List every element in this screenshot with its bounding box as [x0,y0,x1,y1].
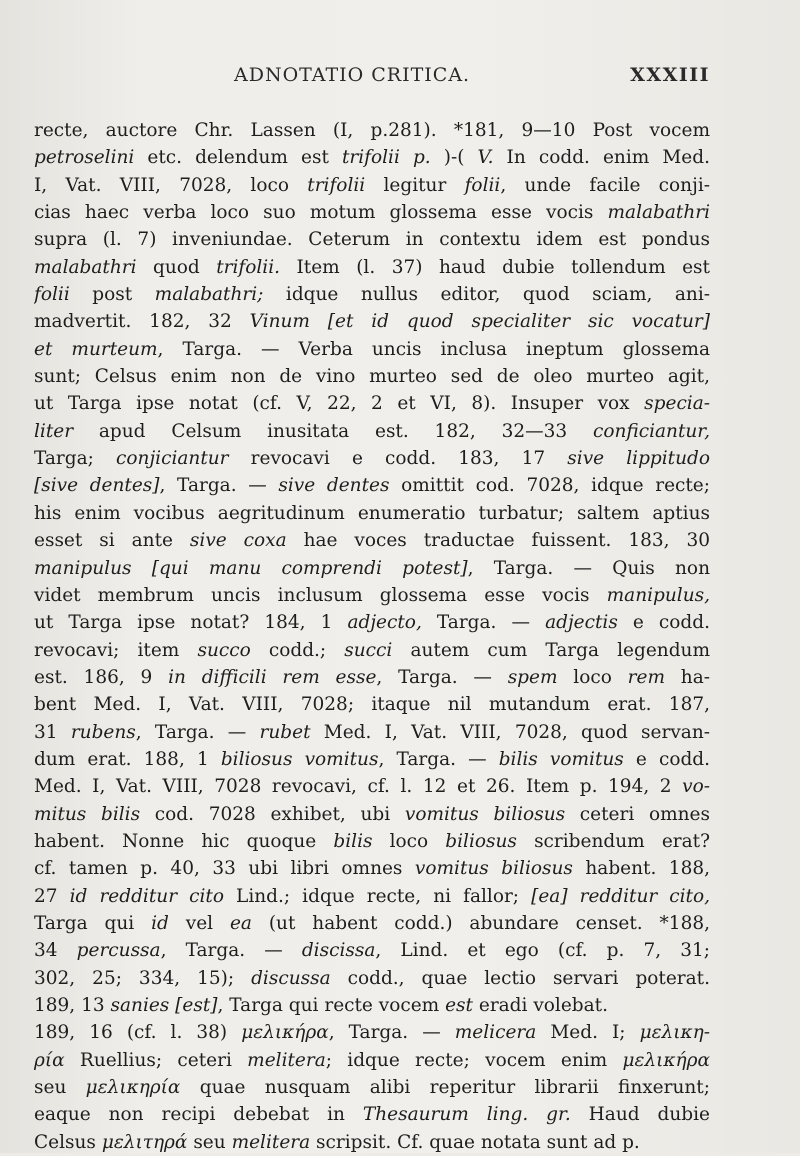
italic-segment: melitera [231,1131,311,1153]
text-segment: quae nusquam alibi reperitur librarii finxerunt; [180,1077,710,1099]
italic-segment: manipulus, [606,584,710,606]
italic-segment: Thesaurum ling. gr. [362,1104,571,1126]
text-segment: cf. tamen p. 40, 33 ubi libri omnes [34,858,415,880]
text-segment: ; idque recte; vocem enim [325,1049,623,1071]
text-segment: , Targa. — [159,475,279,497]
text-segment: autem cum Targa legendum [392,639,710,661]
italic-segment: malabathri; [154,284,264,306]
text-segment: eradi volebat. [472,995,608,1016]
italic-segment: adjecto, [347,612,422,634]
italic-segment: μελικη- [639,1022,710,1044]
italic-segment: liter [34,420,74,442]
text-line [34,254,710,281]
italic-segment: sive dentes [278,475,390,497]
text-line [34,527,710,554]
italic-segment: conficiantur, [592,420,710,442]
italic-segment: in difficili rem esse [168,666,377,688]
italic-segment: adjectis [545,612,618,634]
text-segment: madvertit. 182, 32 [34,311,250,333]
italic-segment: biliosus vomitus [220,748,379,770]
text-segment: In codd. enim Med. [493,147,710,169]
header-title: ADNOTATIO CRITICA. [234,64,471,86]
text-line [34,637,710,664]
text-segment: cod. 7028 exhibet, ubi [140,803,405,825]
text-segment: dum erat. 188, 1 [34,748,221,770]
text-segment: , Targa. — [378,748,499,770]
text-line [34,691,710,718]
italic-segment: μελικήρα [622,1049,710,1071]
italic-segment: conjiciantur [116,448,229,470]
text-line [34,937,710,964]
italic-segment: V. [477,147,494,169]
italic-segment: μελικηρία [85,1077,181,1099]
text-line [34,965,710,992]
text-segment: 27 [34,885,70,907]
text-line [34,828,710,855]
text-segment: cias haec verba loco suo motum glossema esse vocis [34,202,608,224]
italic-segment: manipulus [qui manu comprendi potest] [34,557,468,579]
italic-segment: folii [34,284,70,306]
text-segment: idque nullus editor, quod sciam, ani- [263,284,710,306]
text-line [34,883,710,910]
text-segment: Ruellius; ceteri [64,1049,248,1071]
text-segment: , Targa qui recte vocem [217,995,446,1016]
page-number: XXXIII [630,64,710,86]
text-segment: Item (l. 37) haud dubie tollendum est [280,256,710,278]
text-segment: 189, 13 [34,995,111,1016]
text-segment: Haud dubie [570,1104,710,1126]
text-line [34,555,710,582]
text-line [34,390,710,417]
text-segment: seu [187,1131,232,1153]
italic-segment: ρία [34,1049,65,1071]
text-segment: loco [372,830,446,852]
italic-segment: sive lippitudo [567,448,710,470]
text-segment: Celsus [34,1131,102,1153]
text-segment: 189, 16 (cf. l. 38) [34,1022,242,1044]
italic-segment: specia- [644,393,710,415]
text-segment: legitur [365,174,465,196]
text-segment: )-( [430,147,478,169]
text-segment: Med. I, Vat. VIII, 7028, quod servan- [310,721,710,743]
italic-segment: melitera [247,1049,326,1071]
italic-segment: percussa [76,940,161,962]
italic-segment: ea [229,912,252,934]
italic-segment: mitus bilis [34,803,141,825]
text-segment: hae voces traductae fuissent. 183, 30 [286,530,710,552]
text-segment: Targa; [34,448,117,470]
italic-segment: bilis vomitus [498,748,624,770]
text-line [34,281,710,308]
text-segment: quod [136,256,217,278]
text-segment: supra (l. 7) inveniundae. Ceterum in contextu idem est pondus [34,229,710,251]
text-segment: , Targa. — Verba uncis inclusa ineptum glossema [157,338,710,360]
text-line [34,1074,710,1101]
text-segment: scripsit. Cf. quae notata sunt ad p. [310,1131,640,1153]
italic-segment: spem [507,666,558,688]
text-segment: apud Celsum inusitata est. 182, 32—33 [73,420,593,442]
text-line [34,801,710,828]
text-segment: Targa qui [34,912,152,934]
text-line [34,172,710,199]
text-segment: e codd. [623,748,710,770]
text-segment: ut Targa ipse notat (cf. V, 22, 2 et VI, 8). Insuper vox [34,393,645,415]
text-segment: 31 [34,721,71,743]
text-segment: Med. I, Vat. VIII, 7028 revocavi, cf. l. 12 et 26. Item p. 194, 2 [34,776,683,798]
text-segment: Lind.; idque recte, ni fallor; [223,885,532,907]
text-segment: ha- [665,666,710,688]
text-line [34,445,710,472]
text-line [34,746,710,773]
text-segment: habent. 188, [572,858,710,880]
italic-segment: vo- [682,776,710,798]
italic-segment: malabathri [607,202,710,224]
text-segment: codd., quae lectio servari poterat. [330,967,710,989]
italic-segment: trifolii p. [341,147,431,169]
text-segment: 34 [34,940,77,962]
italic-segment: biliosus [445,830,517,852]
text-segment: omittit cod. 7028, idque recte; [389,475,710,497]
text-segment: Med. I; [536,1022,640,1044]
italic-segment: id redditur cito [69,885,224,907]
italic-segment: sive coxa [189,530,287,552]
text-line [34,336,710,363]
text-line [34,719,710,746]
running-header [34,64,710,94]
italic-segment: μελιτηρά [101,1131,188,1153]
text-segment: eaque non recipi debebat in [34,1104,363,1126]
text-segment: , Lind. et ego (cf. p. 7, 31; [375,940,710,962]
italic-segment: rubens [70,721,136,743]
text-segment: his enim vocibus aegritudinum enumeratio turbatur; saltem aptius [34,502,710,524]
text-line [34,144,710,171]
text-segment: post [69,284,155,306]
text-segment: videt membrum uncis inclusum glossema esse vocis [34,584,607,606]
text-segment: seu [34,1077,86,1099]
text-segment: sunt; Celsus enim non de vino murteo sed de oleo murteo agit, [34,366,710,388]
text-segment: Targa. — [421,612,546,634]
text-segment: ceteri omnes [565,803,710,825]
text-segment: loco [557,666,628,688]
text-segment: est. 186, 9 [34,666,169,688]
text-segment: ut Targa ipse notat? 184, 1 [34,612,348,634]
text-line [34,910,710,937]
text-line [34,773,710,800]
italic-segment: vomitus biliosus [414,858,573,880]
italic-segment: id [151,912,169,934]
text-segment: revocavi e codd. 183, 17 [228,448,568,470]
text-line [34,226,710,253]
text-segment: , Targa. — [160,940,302,962]
italic-segment: est [445,995,473,1016]
italic-segment: trifolii. [216,256,281,278]
text-line [34,472,710,499]
text-segment: scribendum erat? [516,830,710,852]
text-segment: , Targa. — [328,1022,455,1044]
italic-segment: et murteum [34,338,158,360]
text-line [34,1101,710,1128]
italic-segment: [ea] redditur cito, [531,885,710,907]
text-line [34,609,710,636]
text-segment: , Targa. — [376,666,508,688]
text-line [34,992,710,1019]
italic-segment: sanies [est] [110,995,218,1016]
italic-segment: [sive dentes] [34,475,160,497]
italic-segment: rubet [259,721,311,743]
text-segment: habent. Nonne hic quoque [34,830,334,852]
italic-segment: folii [464,174,501,196]
text-segment: revocavi; item [34,639,198,661]
text-segment: 302, 25; 334, 15); [34,967,252,989]
italic-segment: succo [197,639,251,661]
italic-segment: Vinum [et id quod specialiter sic vocatur] [249,311,710,333]
italic-segment: melicera [454,1022,537,1044]
text-segment: esset si ante [34,530,190,552]
text-segment: (ut habent codd.) abundare censet. *188, [251,912,710,934]
text-line [34,363,710,390]
text-line [34,308,710,335]
text-segment: recte, auctore Chr. Lassen (I, p.281). *181, 9—10 Post vocem [34,120,710,141]
text-segment: e codd. [617,612,710,634]
italic-segment: discissa [301,940,376,962]
critical-apparatus-text [34,117,710,1156]
text-line [34,582,710,609]
italic-segment: bilis [333,830,373,852]
italic-segment: malabathri [34,256,137,278]
italic-segment: succi [344,639,393,661]
text-segment: vel [168,912,230,934]
italic-segment: discussa [251,967,331,989]
text-segment: codd.; [250,639,345,661]
text-line [34,1019,710,1046]
text-segment: , Targa. — Quis non [467,557,710,579]
text-segment: etc. delendum est [134,147,342,169]
italic-segment: petroselini [34,147,135,169]
text-line [34,855,710,882]
italic-segment: trifolii [307,174,366,196]
text-line [34,418,710,445]
text-line [34,500,710,527]
italic-segment: vomitus biliosus [404,803,566,825]
italic-segment: μελικήρα [241,1022,329,1044]
text-segment: I, Vat. VIII, 7028, loco [34,174,308,196]
text-segment: , unde facile conji- [500,174,710,196]
text-segment: bent Med. I, Vat. VIII, 7028; itaque nil mutandum erat. 187, [34,694,710,716]
text-line [34,1047,710,1074]
text-segment: , Targa. — [135,721,260,743]
text-line [34,117,710,144]
cut-off-next-line [34,1136,710,1153]
text-line [34,664,710,691]
italic-segment: rem [627,666,665,688]
text-line [34,199,710,226]
